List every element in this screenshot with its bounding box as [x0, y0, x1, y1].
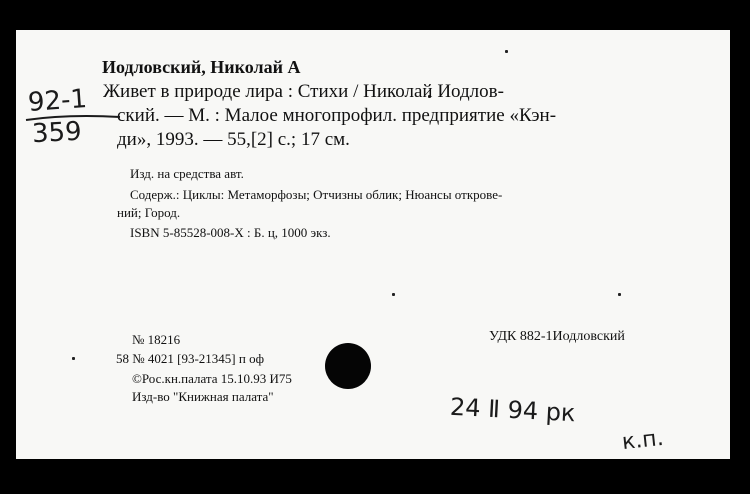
scan-speck	[72, 357, 75, 360]
scan-speck	[505, 50, 508, 53]
scan-speck	[392, 293, 395, 296]
handwritten-initials: к.п.	[620, 425, 665, 456]
note-isbn: ISBN 5-85528-008-X : Б. ц, 1000 экз.	[130, 225, 331, 240]
publisher-line: Изд-во "Книжная палата"	[132, 389, 274, 404]
handwritten-shelf-mark-top: 92-1	[27, 83, 88, 119]
note-contents-cont: ний; Город.	[117, 205, 181, 220]
order-number: 58 № 4021 [93-21345] п оф	[116, 351, 265, 366]
chamber-line: ©Рос.кн.палата 15.10.93 И75	[132, 371, 292, 386]
stamp-hole	[325, 343, 371, 389]
note-funding: Изд. на средства авт.	[130, 166, 244, 181]
record-number: № 18216	[132, 332, 181, 347]
note-contents: Содерж.: Циклы: Метаморфозы; Отчизны облик; Нюансы открове-	[130, 187, 503, 202]
scan-speck	[618, 293, 621, 296]
udc-code: УДК 882-1Иодловский	[489, 329, 625, 344]
handwritten-shelf-mark-bottom: 359	[31, 116, 83, 150]
title-line-3: ди», 1993. — 55,[2] с.; 17 см.	[117, 129, 350, 150]
title-line-1: Живет в природе лира : Стихи / Николай Иодлов-	[103, 81, 504, 102]
author-heading: Иодловский, Николай А	[102, 57, 301, 77]
title-line-2: ский. — М. : Малое многопрофил. предприятие «Кэн-	[117, 105, 557, 126]
handwritten-inventory-mark: 24 Ⅱ 94 рк	[449, 392, 577, 428]
